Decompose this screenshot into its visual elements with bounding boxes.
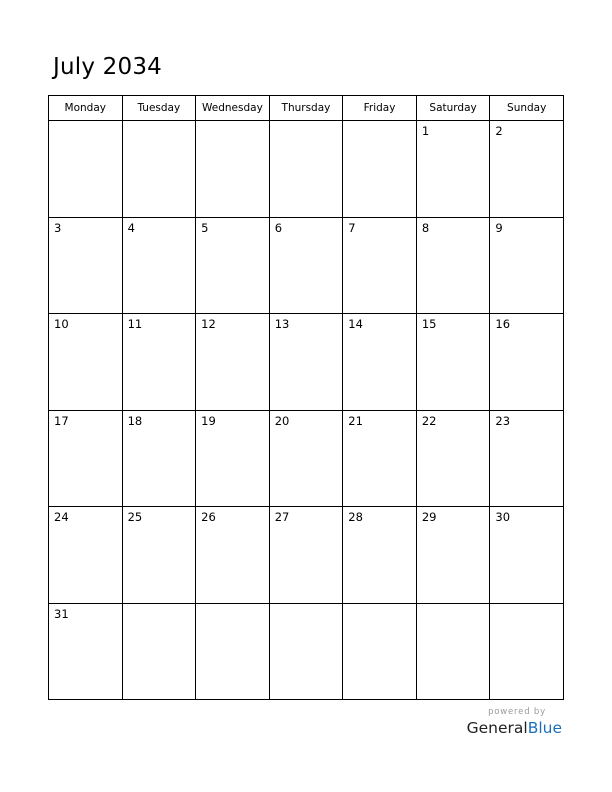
day-cell	[49, 121, 123, 218]
day-cell	[343, 121, 417, 218]
day-number: 15	[421, 317, 437, 331]
day-number: 7	[348, 220, 356, 235]
day-cell	[490, 121, 564, 218]
day-number	[196, 121, 269, 124]
day-number: 26	[201, 510, 216, 524]
day-cell	[49, 603, 123, 700]
day-cell	[490, 507, 564, 604]
day-number: 24	[54, 510, 69, 524]
day-cell	[416, 121, 490, 218]
generalblue-logo[interactable]	[462, 718, 562, 738]
day-cell	[416, 314, 490, 411]
brand-footer[interactable]	[462, 706, 562, 738]
weekday-thursday: Thursday	[269, 96, 343, 121]
logo-text-general: General	[466, 719, 528, 737]
day-cell	[416, 217, 490, 314]
week-row-6	[49, 603, 564, 700]
day-cell	[196, 507, 270, 604]
day-cell	[269, 314, 343, 411]
day-number: 9	[495, 220, 503, 235]
day-number: 8	[421, 220, 430, 235]
day-number: 2	[495, 124, 503, 138]
weekday-monday: Monday	[49, 96, 123, 121]
weekday-header-row	[49, 96, 564, 121]
day-cell	[416, 410, 490, 507]
day-cell	[196, 314, 270, 411]
page-title: July 2034	[53, 54, 163, 80]
weekday-wednesday: Wednesday	[196, 96, 270, 121]
week-row-2	[49, 217, 564, 314]
day-cell	[343, 507, 417, 604]
day-cell	[196, 121, 270, 218]
day-number	[123, 604, 196, 607]
weekday-saturday: Saturday	[416, 96, 490, 121]
day-number	[343, 121, 416, 124]
day-cell	[416, 507, 490, 604]
day-cell	[122, 121, 196, 218]
day-cell	[49, 314, 123, 411]
day-cell	[269, 217, 343, 314]
weekday-friday: Friday	[343, 96, 417, 121]
day-number: 21	[348, 413, 363, 428]
day-cell	[269, 410, 343, 507]
day-number: 22	[421, 413, 437, 428]
day-cell	[343, 410, 417, 507]
day-cell	[196, 410, 270, 507]
day-cell	[49, 410, 123, 507]
day-number	[417, 604, 490, 607]
day-cell	[343, 217, 417, 314]
day-cell	[122, 603, 196, 700]
day-cell	[416, 603, 490, 700]
day-cell	[49, 507, 123, 604]
day-number	[196, 604, 269, 607]
day-number	[49, 121, 122, 124]
day-number: 20	[274, 413, 290, 428]
day-number	[343, 604, 416, 607]
day-number: 13	[274, 317, 290, 331]
day-number: 30	[495, 510, 511, 524]
day-cell	[122, 217, 196, 314]
day-number: 5	[201, 220, 209, 235]
day-cell	[490, 314, 564, 411]
day-number: 11	[127, 317, 143, 331]
day-number: 31	[54, 606, 69, 621]
day-cell	[343, 314, 417, 411]
day-cell	[122, 410, 196, 507]
day-number	[270, 121, 343, 124]
powered-by-text: powered by	[488, 707, 546, 717]
day-cell	[122, 314, 196, 411]
week-row-4	[49, 410, 564, 507]
week-row-3	[49, 314, 564, 411]
day-number: 17	[54, 413, 69, 428]
week-row-1	[49, 121, 564, 218]
weekday-tuesday: Tuesday	[122, 96, 196, 121]
day-number: 4	[127, 220, 135, 235]
day-number: 27	[274, 510, 290, 524]
day-cell	[269, 121, 343, 218]
day-cell	[196, 603, 270, 700]
day-number: 18	[127, 413, 143, 428]
day-number: 16	[495, 317, 511, 331]
day-number: 6	[274, 220, 283, 235]
weekday-sunday: Sunday	[490, 96, 564, 121]
day-number: 12	[201, 317, 216, 331]
day-number	[270, 604, 343, 607]
day-cell	[122, 507, 196, 604]
day-number: 19	[201, 413, 216, 428]
logo-text-blue: Blue	[527, 719, 562, 737]
day-number	[123, 121, 196, 124]
day-number	[490, 604, 563, 607]
week-row-5	[49, 507, 564, 604]
day-cell	[49, 217, 123, 314]
day-number: 1	[421, 124, 430, 138]
day-cell	[490, 603, 564, 700]
day-number: 3	[54, 220, 62, 235]
day-number: 28	[348, 510, 363, 524]
day-cell	[343, 603, 417, 700]
day-cell	[196, 217, 270, 314]
day-number: 23	[495, 413, 511, 428]
day-number: 29	[421, 510, 437, 524]
calendar-grid	[48, 95, 564, 700]
day-number: 25	[127, 510, 143, 524]
day-cell	[269, 603, 343, 700]
day-number: 10	[54, 317, 69, 331]
day-cell	[269, 507, 343, 604]
day-number: 14	[348, 317, 363, 331]
day-cell	[490, 217, 564, 314]
day-cell	[490, 410, 564, 507]
